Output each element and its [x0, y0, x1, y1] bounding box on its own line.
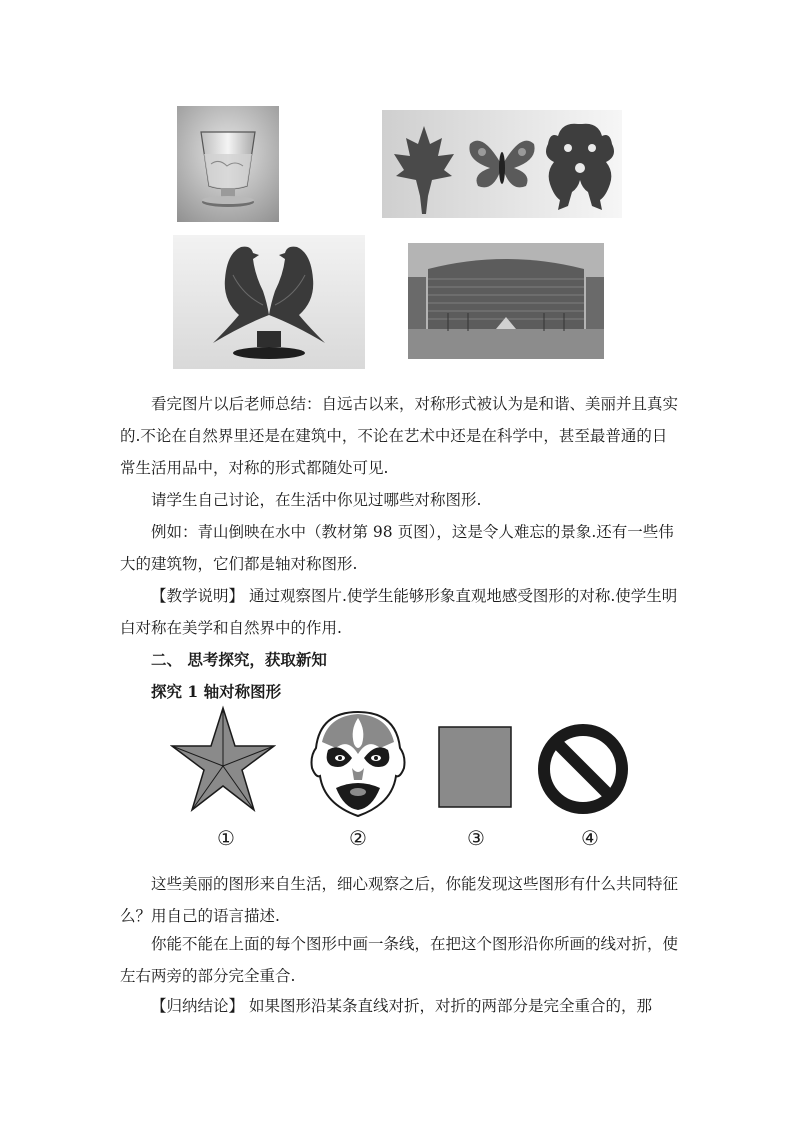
building-photo	[408, 243, 604, 359]
section-heading: 二、 思考探究，获取新知	[151, 650, 327, 669]
discussion-paragraph: 请学生自己讨论，在生活中你见过哪些对称图形.	[151, 491, 482, 509]
symmetric-shapes-photo	[382, 110, 622, 218]
conclusion-label: 【归纳结论】	[151, 997, 245, 1015]
figure-label-4: ④	[581, 826, 599, 850]
conclusion-text: 如果图形沿某条直线对折，对折的两部分是完全重合的，那	[244, 997, 652, 1015]
explore-heading: 探究 1 轴对称图形	[151, 682, 282, 701]
conclusion-paragraph	[120, 990, 680, 1022]
dove-sculpture-photo	[173, 235, 365, 369]
teaching-note-label: 【教学说明】	[151, 587, 245, 605]
star-icon	[170, 704, 276, 814]
cup-photo	[177, 106, 279, 222]
teaching-note-text: 通过观察图片.使学生能够形象直观地感受图形的对称.使学生明白对称在美学和自然界中的作用.	[120, 587, 678, 637]
figure-label-2: ②	[349, 826, 367, 850]
figure-label-1: ①	[217, 826, 235, 850]
opera-mask-icon	[306, 708, 410, 820]
figure-label-3: ③	[467, 826, 485, 850]
prohibition-sign-icon	[536, 722, 630, 816]
folding-paragraph: 你能不能在上面的每个图形中画一条线，在把这个图形沿你所画的线对折，使左右两旁的部分完全重合.	[120, 935, 679, 985]
summary-paragraph: 看完图片以后老师总结：自远古以来，对称形式被认为是和谐、美丽并且真实的.不论在自然界里还是在建筑中，不论在艺术中还是在科学中，甚至最普通的日常生活用品中，对称的形式都随处可见.	[120, 395, 679, 477]
square-icon	[438, 726, 512, 808]
example-paragraph: 例如：青山倒映在水中（教材第 98 页图），这是令人难忘的景象.还有一些伟大的建筑物，它们都是轴对称图形.	[120, 523, 674, 573]
teaching-note-paragraph	[120, 580, 680, 644]
observation-paragraph: 这些美丽的图形来自生活，细心观察之后，你能发现这些图形有什么共同特征么？用自己的语言描述.	[120, 875, 679, 925]
